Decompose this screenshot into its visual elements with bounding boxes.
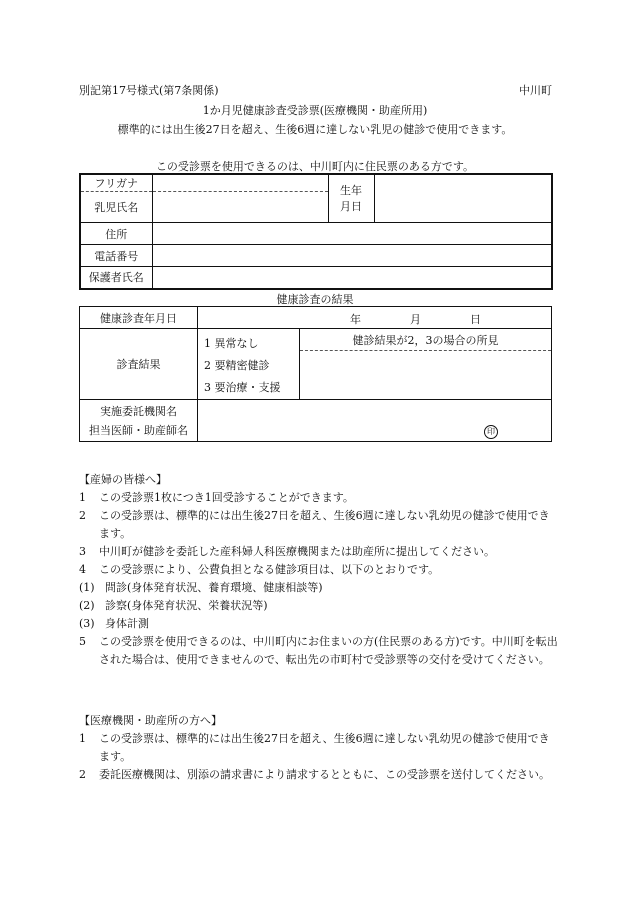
- address-label: 住所: [80, 223, 152, 245]
- mothers-note-1: 1 この受診票1枚につき1回受診することができます。: [79, 491, 354, 504]
- eligibility-note: この受診票を使用できるのは、中川町内に住民票のある方です。: [155, 160, 475, 173]
- findings-label: 健診結果が2，3の場合の所見: [300, 332, 551, 351]
- birthdate-label-line2: 月日: [340, 199, 362, 213]
- town-name: 中川町: [519, 84, 552, 97]
- doctor-label: 担当医師・助産師名: [89, 423, 188, 437]
- mothers-subnote-1: (1) 問診(身体発育状況、養育環境、健康相談等): [79, 581, 323, 594]
- mothers-note-3: 3 中川町が健診を委託した産科婦人科医療機関または助産所に提出してください。: [79, 545, 495, 558]
- results-section-title: 健康診査の結果: [276, 293, 354, 306]
- year-label: 年: [350, 313, 361, 326]
- institution-notes: [79, 712, 559, 784]
- mothers-subnote-3: (3) 身体計測: [79, 617, 149, 630]
- mothers-notes: [79, 471, 559, 669]
- phone-label: 電話番号: [80, 245, 152, 267]
- result-option-1[interactable]: 1 異常なし: [204, 337, 259, 350]
- phone-field[interactable]: [152, 245, 552, 267]
- exam-date-label: 健康診査年月日: [80, 307, 198, 329]
- mothers-note-2: 2 この受診票は、標準的には出生後27日を超え、生後6週に達しない乳幼児の健診で使用できます。: [79, 509, 550, 540]
- exam-date-field[interactable]: [198, 307, 552, 329]
- birthdate-field[interactable]: [374, 174, 552, 223]
- result-options[interactable]: [198, 329, 300, 400]
- institution-notes-heading: 【医療機関・助産所の方へ】: [79, 714, 222, 727]
- institution-doctor-labels: [80, 400, 198, 442]
- form-code: 別記第17号様式(第7条関係): [79, 84, 219, 97]
- exam-result-label: 診査結果: [80, 329, 198, 400]
- day-label: 日: [470, 313, 481, 326]
- address-field[interactable]: [152, 223, 552, 245]
- infant-info-table: [79, 173, 553, 290]
- seal-mark: 印: [484, 425, 498, 439]
- birthdate-label: [328, 174, 374, 223]
- infant-name-field[interactable]: [152, 192, 328, 223]
- mothers-note-5: 5 この受診票を使用できるのは、中川町内にお住まいの方(住民票のある方)です。中川町を転出された場合は、使用できませんので、転出先の市町村で受診票等の交付を受けてください。: [79, 635, 558, 666]
- guardian-label: 保護者氏名: [80, 267, 152, 289]
- result-option-3[interactable]: 3 要治療・支援: [204, 381, 281, 394]
- result-option-2[interactable]: 2 要精密健診: [204, 359, 270, 372]
- institution-note-1: 1 この受診票は、標準的には出生後27日を超え、生後6週に達しない乳幼児の健診で使用できます。: [79, 732, 550, 763]
- infant-name-label: 乳児氏名: [80, 192, 152, 223]
- month-label: 月: [410, 313, 421, 326]
- results-table: [79, 306, 552, 442]
- findings-cell[interactable]: [300, 329, 552, 400]
- guardian-field[interactable]: [152, 267, 552, 289]
- mothers-notes-heading: 【産婦の皆様へ】: [79, 473, 167, 486]
- institution-label: 実施委託機関名: [100, 404, 177, 418]
- furigana-field[interactable]: [152, 174, 328, 192]
- birthdate-label-line1: 生年: [340, 183, 362, 197]
- page-title: 1か月児健康診査受診票(医療機関・助産所用): [202, 104, 428, 117]
- mothers-note-4: 4 この受診票により、公費負担となる健診項目は、以下のとおりです。: [79, 563, 440, 576]
- institution-doctor-field[interactable]: [198, 400, 552, 442]
- institution-note-2: 2 委託医療機関は、別添の請求書により請求するとともに、この受診票を送付してください。: [79, 768, 550, 781]
- page-subtitle: 標準的には出生後27日を超え、生後6週に達しない乳児の健診で使用できます。: [117, 123, 513, 136]
- furigana-label: フリガナ: [80, 174, 152, 192]
- mothers-subnote-2: (2) 診察(身体発育状況、栄養状況等): [79, 599, 268, 612]
